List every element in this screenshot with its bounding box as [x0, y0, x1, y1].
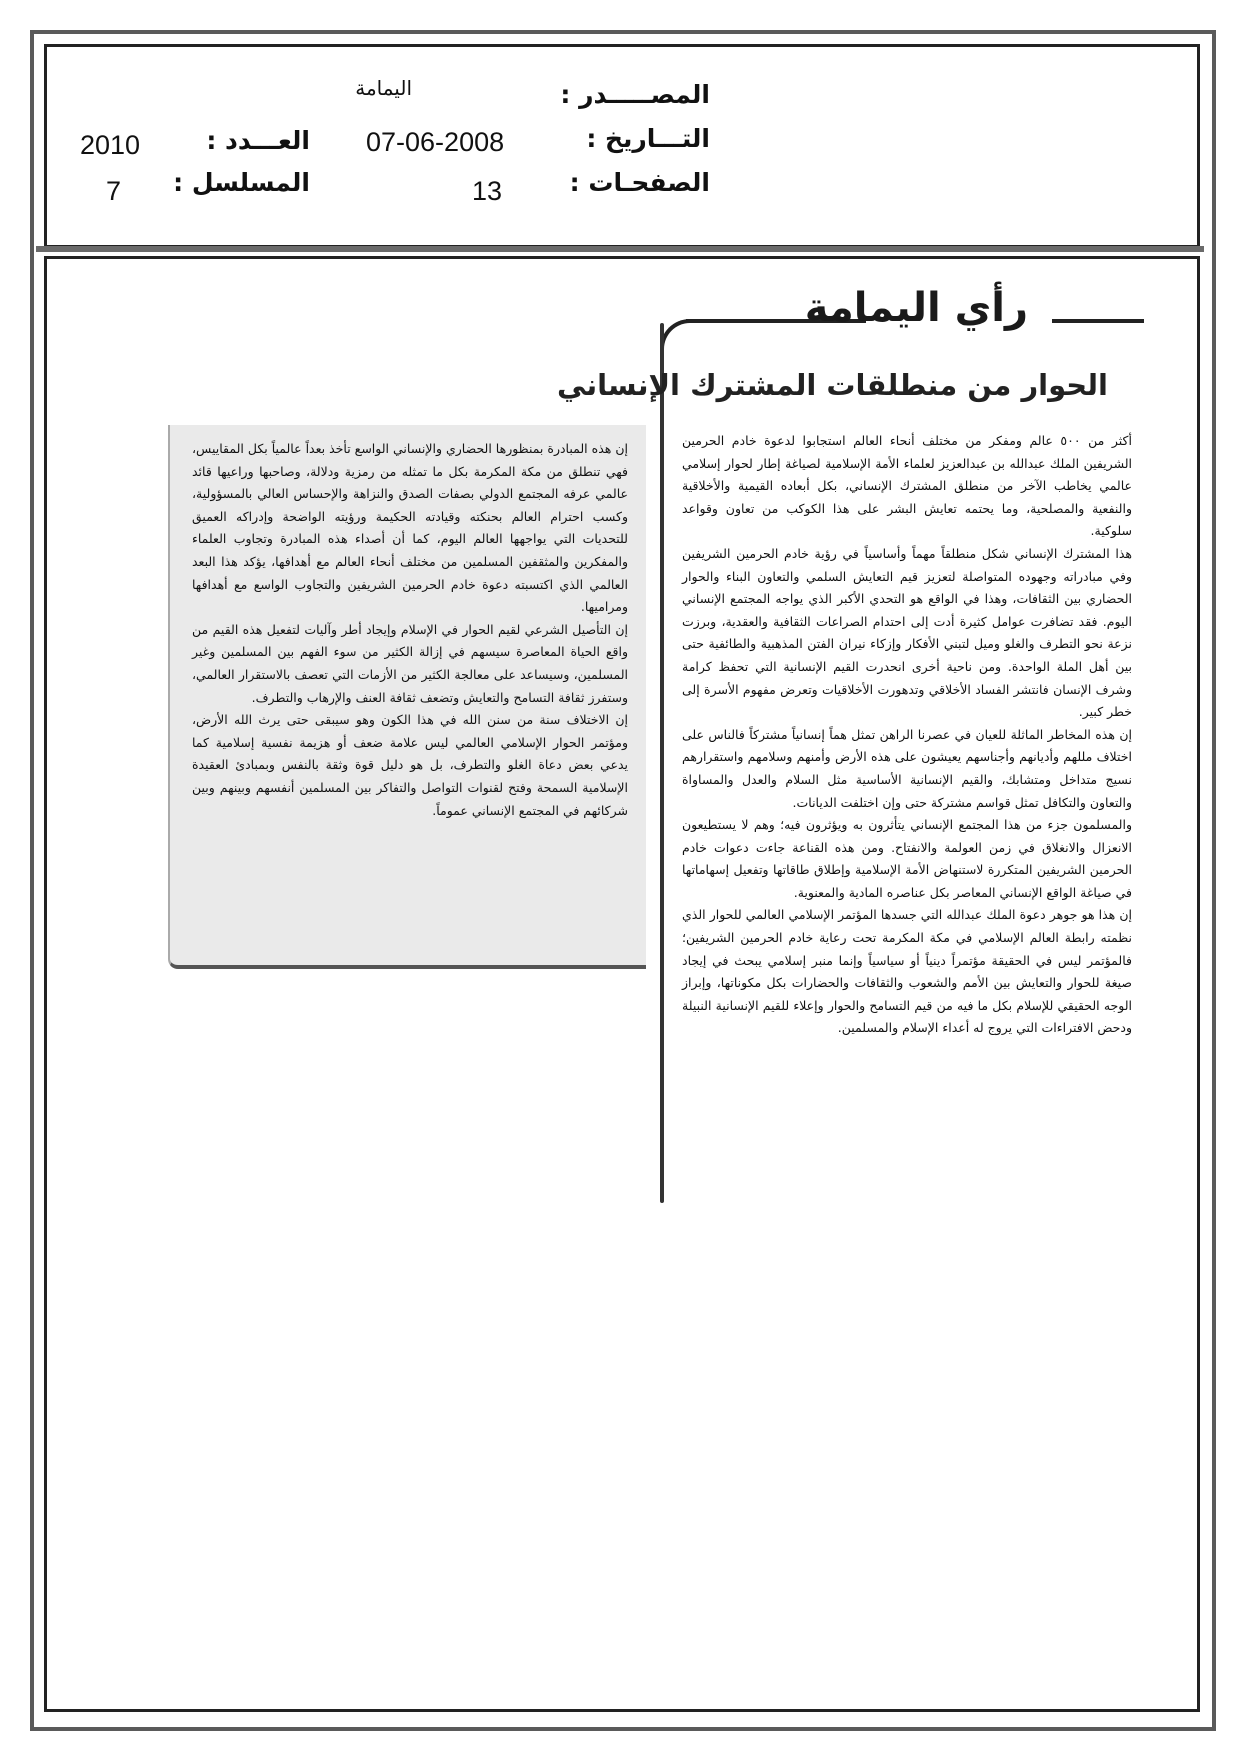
paragraph: إن هذا هو جوهر دعوة الملك عبدالله التي جسدها المؤتمر الإسلامي العالمي للحوار الذي نظمته رابطة العالم الإسلامي في مكة المكرمة تحت رعاية خادم الحرمين الشريفين؛ فالمؤتمر ليس في الحقيقة مؤتمراً دينياً أو سياسياً وإنما منبر إسلامي يبحث في إيجاد صيغة للحوار والتعايش بين الأمم والشعوب والثقافات والحضارات بكل مكوناتها، وإبراز الوجه الحقيقي للإسلام بكل ما فيه من قيم التسامح والحوار وإعلاء للقيم الإنسانية النبيلة ودحض الافتراءات التي يروج له أعداء الإسلام والمسلمين.: [682, 907, 1132, 1036]
paragraph: أكثر من ٥٠٠ عالم ومفكر من مختلف أنحاء العالم استجابوا لدعوة خادم الحرمين الشريفين الملك عبدالله بن عبدالعزيز لعلماء الأمة الإسلامية لصياغة إطار لحوار إسلامي عالمي يخاطب الآخر من منطلق المشترك الإنساني، بكل أبعاده القيمية والأخلاقية والنفعية والمصلحية، وما يحتمه تعايش البشر على هذا الكوكب من تعاون وقواعد سلوكية.: [682, 433, 1132, 539]
section-banner: [656, 283, 1148, 363]
date-label: التـــاريخ :: [586, 124, 710, 153]
paragraph: والمسلمون جزء من هذا المجتمع الإنساني يتأثرون به ويؤثرون فيه؛ وهم لا يستطيعون الانعزال والانغلاق في زمن العولمة والانفتاح. ومن هذه القناعة جاءت دعوات خادم الحرمين الشريفين المتكررة لاستنهاض الأمة الإسلامية وإطلاق طاقاتها وتفعيل إسهاماتها في صياغة الواقع الإنساني المعاصر بكل عناصره المادية والمعنوية.: [682, 817, 1132, 900]
issue-label: العـــدد :: [206, 126, 310, 155]
article-clipping-right: [556, 283, 1148, 1213]
banner-rule-right: [1052, 319, 1144, 323]
source-value: اليمامة: [355, 76, 412, 100]
paragraph: إن الاختلاف سنة من سنن الله في هذا الكون وهو سيبقى حتى يرث الله الأرض، ومؤتمر الحوار الإسلامي العالمي ليس علامة ضعف أو هزيمة نفسية إسلامية كما يدعي بعض دعاة الغلو والتطرف، بل هو دليل قوة وثقة بالنفس وبمبادئ العقيدة الإسلامية السمحة وفتح لقنوات التواصل والتفاكر بين المسلمين أنفسهم وبينهم وبين شركائهم في المجتمع الإنساني عموماً.: [192, 712, 628, 818]
serial-value: 7: [106, 176, 122, 206]
pages-label: الصفحـات :: [569, 168, 710, 197]
serial-label: المسلسل :: [173, 168, 310, 197]
header-divider: [36, 246, 1204, 252]
paragraph: هذا المشترك الإنساني شكل منطلقاً مهماً وأساسياً في رؤية خادم الحرمين الشريفين وفي مبادراته وجهوده المتواصلة لتعزيز قيم التعايش السلمي والتعاون البناء والحوار الحضاري بين الثقافات، وهذا في الواقع هو التحدي الأكبر الذي يواجه المجتمع الإنساني اليوم. فقد تضافرت عوامل كثيرة أدت إلى احتدام الصراعات الثقافية والعقدية، وبرزت نزعة نحو التطرف والغلو وميل لتبني الأفكار وإزكاء نيران الفتن المذهبية والطائفية حتى بين أهل الملة الواحدة. ومن ناحية أخرى انحدرت القيم الإنسانية التي تحفظ كرامة وشرف الإنسان فانتشر الفساد الأخلاقي وتدهورت الأخلاقيات وتعرض مفهوم الأسرة إلى خطر كبير.: [682, 545, 1132, 720]
date-value: 07-06-2008: [366, 127, 505, 157]
source-label: المصـــــدر :: [560, 80, 710, 109]
article-column-left: [192, 438, 628, 822]
paragraph: إن هذه المخاطر الماثلة للعيان في عصرنا الراهن تمثل هماً إنسانياً مشتركاً فالناس على اختلاف مللهم وأديانهم وأجناسهم يعيشون على هذه الأرض وأمنهم وسلامهم واستقرارهم نسيج متداخل ومتشابك، والقيم الإنسانية الأساسية مثل السلام والعدل والمساواة والتعاون والتكافل تمثل قواسم مشتركة حتى وإن اختلفت الديانات.: [682, 726, 1132, 810]
section-banner-title: رأي اليمامة: [804, 285, 1028, 331]
pages-value: 13: [472, 176, 503, 206]
article-title: الحوار من منطلقات المشترك الإنساني: [556, 368, 1108, 402]
paragraph: إن التأصيل الشرعي لقيم الحوار في الإسلام وإيجاد أطر وآليات لتفعيل هذه القيم من واقع الحياة المعاصرة سيسهم في إزالة الكثير من سوء الفهم بين المسلمين وغير المسلمين، وسيساعد على معالجة الكثير من الأزمات التي تعصف بالاستقرار العالمي، وستفرز ثقافة التسامح والتعايش وتضعف ثقافة العنف والإرهاب والتطرف.: [192, 621, 628, 705]
article-column-right: [682, 430, 1132, 1040]
clip-border-left: [660, 323, 664, 1203]
paragraph: إن هذه المبادرة بمنظورها الحضاري والإنساني الواسع تأخذ بعداً عالمياً بكل المقاييس، فهي تنطلق من مكة المكرمة بكل ما تمثله من رمزية ودلالة، وصاحبها وراعيها قائد عالمي عرفه المجتمع الدولي بصفات الصدق والنزاهة والإحساس العالي بالمسؤولية، وكسب احترام العالم بحنكته وقيادته الحكيمة ورؤيته الواضحة وإدراكه العميق للتحديات التي يواجهها العالم اليوم، كما أن أصداء هذه المبادرة وتجاوب العلماء والمفكرين والمثقفين المسلمين من مختلف أنحاء العالم مع أهدافها، يؤكد هذا البعد العالمي الذي اكتسبته دعوة خادم الحرمين الشريفين والتجاوب الواسع مع أهدافها ومراميها.: [192, 441, 628, 615]
issue-value: 2010: [80, 130, 141, 160]
article-clipping-left: [168, 425, 646, 969]
